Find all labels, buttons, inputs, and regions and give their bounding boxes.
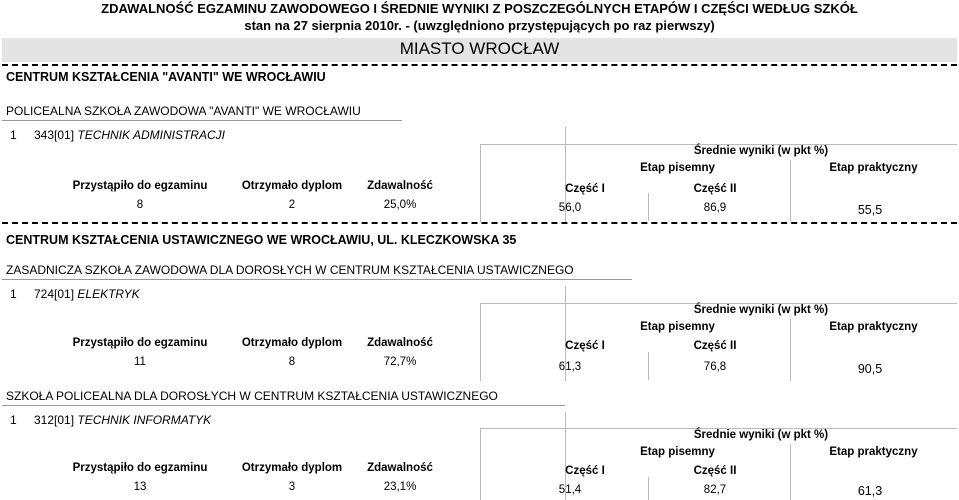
przystapilo-value: 11 — [134, 356, 146, 368]
divider — [480, 303, 481, 381]
etap-pisemny-header: Etap pisemny — [640, 162, 715, 174]
profession-name: TECHNIK INFORMATYK — [77, 413, 212, 427]
przystapilo-header: Przystąpiło do egzaminu — [72, 462, 208, 474]
divider — [480, 428, 481, 500]
zdawalnosc-header: Zdawalność — [367, 180, 433, 192]
profession-code: 312[01] — [34, 413, 75, 427]
city-name: MIASTO WROCŁAW — [399, 39, 560, 58]
school-underline — [2, 120, 402, 121]
school-underline — [2, 405, 565, 406]
czesc1-header: Część I — [565, 340, 605, 352]
divider — [648, 477, 649, 500]
praktyczny-value: 61,3 — [857, 484, 883, 498]
praktyczny-value: 55,5 — [857, 203, 883, 217]
przystapilo-header: Przystąpiło do egzaminu — [72, 337, 208, 349]
etap-praktyczny-header: Etap praktyczny — [829, 321, 918, 333]
profession-name: TECHNIK ADMINISTRACJI — [77, 128, 225, 142]
profession-number: 1 — [10, 287, 17, 301]
profession-number: 1 — [10, 413, 17, 427]
etap-pisemny-header: Etap pisemny — [640, 446, 715, 458]
czesc2-header: Część II — [693, 465, 737, 477]
school-underline — [2, 279, 632, 280]
divider — [480, 144, 481, 222]
otrzymalo-value: 2 — [288, 199, 296, 211]
czesc2-header: Część II — [693, 183, 737, 195]
przystapilo-value: 13 — [133, 481, 147, 493]
srednie-header: Średnie wyniki (w pkt %) — [693, 304, 829, 316]
czesc1-value: 56,0 — [558, 202, 582, 214]
profession-label — [34, 287, 140, 301]
czesc1-header: Część I — [565, 465, 605, 477]
czesc1-value: 51,4 — [558, 484, 582, 496]
otrzymalo-header: Otrzymało dyplom — [241, 462, 343, 474]
czesc2-header: Część II — [693, 340, 737, 352]
profession-number: 1 — [10, 128, 17, 142]
profession-code: 724[01] — [34, 287, 75, 301]
czesc2-value: 86,9 — [703, 202, 727, 214]
otrzymalo-header: Otrzymało dyplom — [241, 337, 343, 349]
report-title-line1: ZDAWALNOŚĆ EGZAMINU ZAWODOWEGO I ŚREDNIE WYNIKI Z POSZCZEGÓLNYCH ETAPÓW I CZĘŚCI WEDŁUG SZKÓŁ — [101, 1, 858, 16]
srednie-header: Średnie wyniki (w pkt %) — [693, 145, 829, 157]
school-name: SZKOŁA POLICEALNA DLA DOROSŁYCH W CENTRUM KSZTAŁCENIA USTAWICZNEGO — [6, 389, 498, 403]
school-name: POLICEALNA SZKOŁA ZAWODOWA "AVANTI" WE WROCŁAWIU — [6, 104, 361, 118]
profession-label — [34, 128, 225, 142]
przystapilo-value: 8 — [136, 199, 144, 211]
zdawalnosc-value: 23,1% — [383, 481, 417, 493]
etap-praktyczny-header: Etap praktyczny — [829, 446, 918, 458]
divider — [648, 352, 649, 380]
otrzymalo-value: 3 — [288, 481, 296, 493]
etap-praktyczny-header: Etap praktyczny — [829, 162, 918, 174]
zdawalnosc-header: Zdawalność — [367, 337, 433, 349]
czesc1-header: Część I — [565, 183, 605, 195]
divider — [648, 193, 649, 221]
czesc1-value: 61,3 — [558, 361, 582, 373]
czesc2-value: 82,7 — [703, 484, 727, 496]
zdawalnosc-value: 72,7% — [383, 356, 417, 368]
otrzymalo-value: 8 — [288, 356, 296, 368]
center-name: CENTRUM KSZTAŁCENIA USTAWICZNEGO WE WROCŁAWIU, UL. KLECZKOWSKA 35 — [6, 233, 517, 247]
profession-code: 343[01] — [34, 128, 75, 142]
report-title-line2: stan na 27 sierpnia 2010r. - (uwzględniono przystępujących po raz pierwszy) — [244, 18, 715, 33]
zdawalnosc-value: 25,0% — [383, 199, 417, 211]
dashed-separator — [2, 222, 957, 224]
profession-name: ELEKTRYK — [77, 287, 140, 301]
otrzymalo-header: Otrzymało dyplom — [241, 180, 343, 192]
profession-label — [34, 413, 211, 427]
zdawalnosc-header: Zdawalność — [367, 462, 433, 474]
center-name: CENTRUM KSZTAŁCENIA "AVANTI" WE WROCŁAWIU — [6, 70, 326, 84]
praktyczny-value: 90,5 — [857, 362, 883, 376]
etap-pisemny-header: Etap pisemny — [640, 321, 715, 333]
dashed-separator — [2, 64, 957, 66]
czesc2-value: 76,8 — [703, 361, 727, 373]
school-name: ZASADNICZA SZKOŁA ZAWODOWA DLA DOROSŁYCH W CENTRUM KSZTAŁCENIA USTAWICZNEGO — [6, 263, 574, 277]
srednie-header: Średnie wyniki (w pkt %) — [693, 429, 829, 441]
przystapilo-header: Przystąpiło do egzaminu — [72, 180, 208, 192]
